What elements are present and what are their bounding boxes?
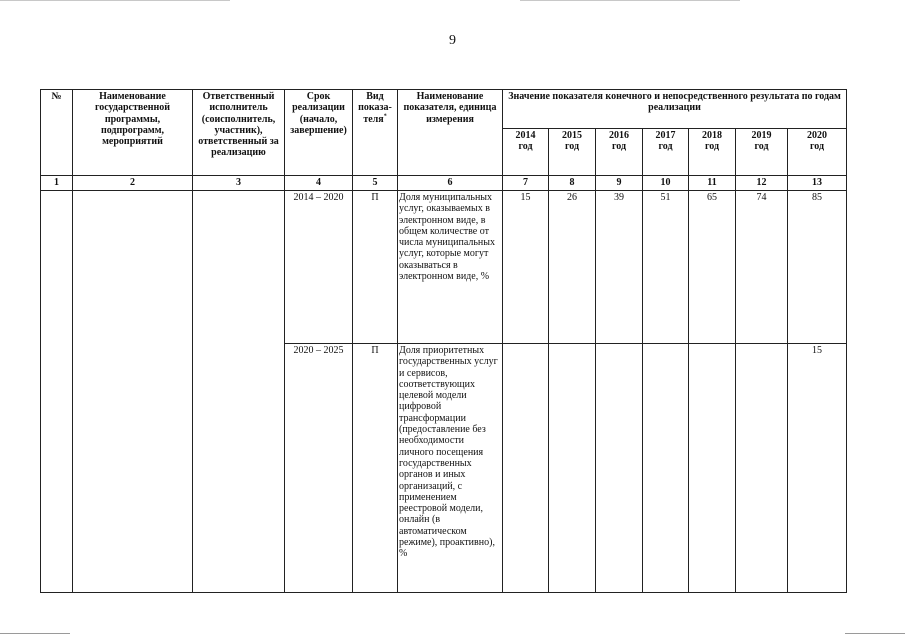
- header-year-2016: [596, 129, 643, 176]
- header-type-footnote-mark: *: [383, 113, 387, 120]
- header-period: Срок реализации (начало, завершение): [285, 90, 353, 176]
- value-2018: 65: [689, 191, 736, 344]
- column-number: 13: [788, 176, 847, 191]
- column-number: 6: [398, 176, 503, 191]
- value-2015: [549, 344, 596, 593]
- column-number: 3: [193, 176, 285, 191]
- indicator-type-cell: П: [353, 344, 398, 593]
- year-unit: год: [658, 141, 673, 153]
- page-number: 9: [449, 33, 456, 48]
- scan-artifact-bottom-right: [845, 633, 905, 634]
- column-number: 8: [549, 176, 596, 191]
- program-name-cell-empty: [73, 191, 193, 593]
- year-value: 2015: [562, 130, 582, 141]
- value-2019: [736, 344, 788, 593]
- column-number: 4: [285, 176, 353, 191]
- value-2019: 74: [736, 191, 788, 344]
- table-row: [41, 191, 847, 344]
- executor-cell-empty: [193, 191, 285, 593]
- value-2017: [643, 344, 689, 593]
- header-year-2019: [736, 129, 788, 176]
- indicator-name-cell: Доля муниципальных услуг, оказываемых в электронном виде, в общем количестве от числа муниципальных услуг, которые могут оказываться в электронном виде, %: [398, 191, 503, 344]
- year-value: 2019: [751, 130, 772, 141]
- indicator-type-cell: П: [353, 191, 398, 344]
- header-year-2014: [503, 129, 549, 176]
- header-num: №: [41, 90, 73, 176]
- value-2020: 85: [788, 191, 847, 344]
- indicators-table: [40, 89, 847, 593]
- column-number: 7: [503, 176, 549, 191]
- header-executor: Ответственный исполнитель (соисполнитель, участник), ответственный за реализацию: [193, 90, 285, 176]
- value-2016: [596, 344, 643, 593]
- header-year-2017: [643, 129, 689, 176]
- scan-artifact-top-left: [0, 0, 230, 1]
- header-year-2018: [689, 129, 736, 176]
- scan-artifact-bottom-left: [0, 633, 70, 634]
- column-numbers-row: [41, 176, 847, 191]
- header-indicator: Наименование показателя, единица измерения: [398, 90, 503, 176]
- value-2015: 26: [549, 191, 596, 344]
- column-number: 9: [596, 176, 643, 191]
- year-unit: год: [518, 141, 533, 153]
- column-number: 11: [689, 176, 736, 191]
- year-value: 2014: [515, 130, 536, 141]
- header-type-label: Вид показа-теля: [358, 91, 392, 125]
- header-type: [353, 90, 398, 176]
- year-unit: год: [611, 141, 627, 153]
- year-unit: год: [564, 141, 580, 153]
- period-cell: 2020 – 2025: [285, 344, 353, 593]
- header-values-group: Значение показателя конечного и непосредственного результата по годам реализации: [503, 90, 847, 129]
- period-cell: 2014 – 2020: [285, 191, 353, 344]
- indicator-name-cell: Доля приоритетных государственных услуг и сервисов, соответствующих целевой модели цифровой трансформации (предоставление без необходимости личного посещения государственных органов и иных организаций, с применением реестровой модели, онлайн (в автоматическом режиме), проактивно), %: [398, 344, 503, 593]
- year-value: 2016: [609, 130, 629, 141]
- value-2014: 15: [503, 191, 549, 344]
- column-number: 12: [736, 176, 788, 191]
- column-number: 1: [41, 176, 73, 191]
- header-program: Наименование государственной программы, подпрограмм, мероприятий: [73, 90, 193, 176]
- year-value: 2017: [655, 130, 676, 141]
- column-number: 2: [73, 176, 193, 191]
- column-number: 10: [643, 176, 689, 191]
- header-year-2015: [549, 129, 596, 176]
- year-unit: год: [754, 141, 769, 153]
- program-cell-empty: [41, 191, 73, 593]
- year-unit: год: [810, 141, 825, 153]
- value-2020: 15: [788, 344, 847, 593]
- value-2016: 39: [596, 191, 643, 344]
- header-year-2020: [788, 129, 847, 176]
- scan-artifact-top-right: [520, 0, 740, 1]
- year-value: 2020: [807, 130, 828, 141]
- value-2017: 51: [643, 191, 689, 344]
- header-row-main: [41, 90, 847, 129]
- year-value: 2018: [702, 130, 722, 141]
- column-number: 5: [353, 176, 398, 191]
- value-2018: [689, 344, 736, 593]
- year-unit: год: [704, 141, 720, 153]
- value-2014: [503, 344, 549, 593]
